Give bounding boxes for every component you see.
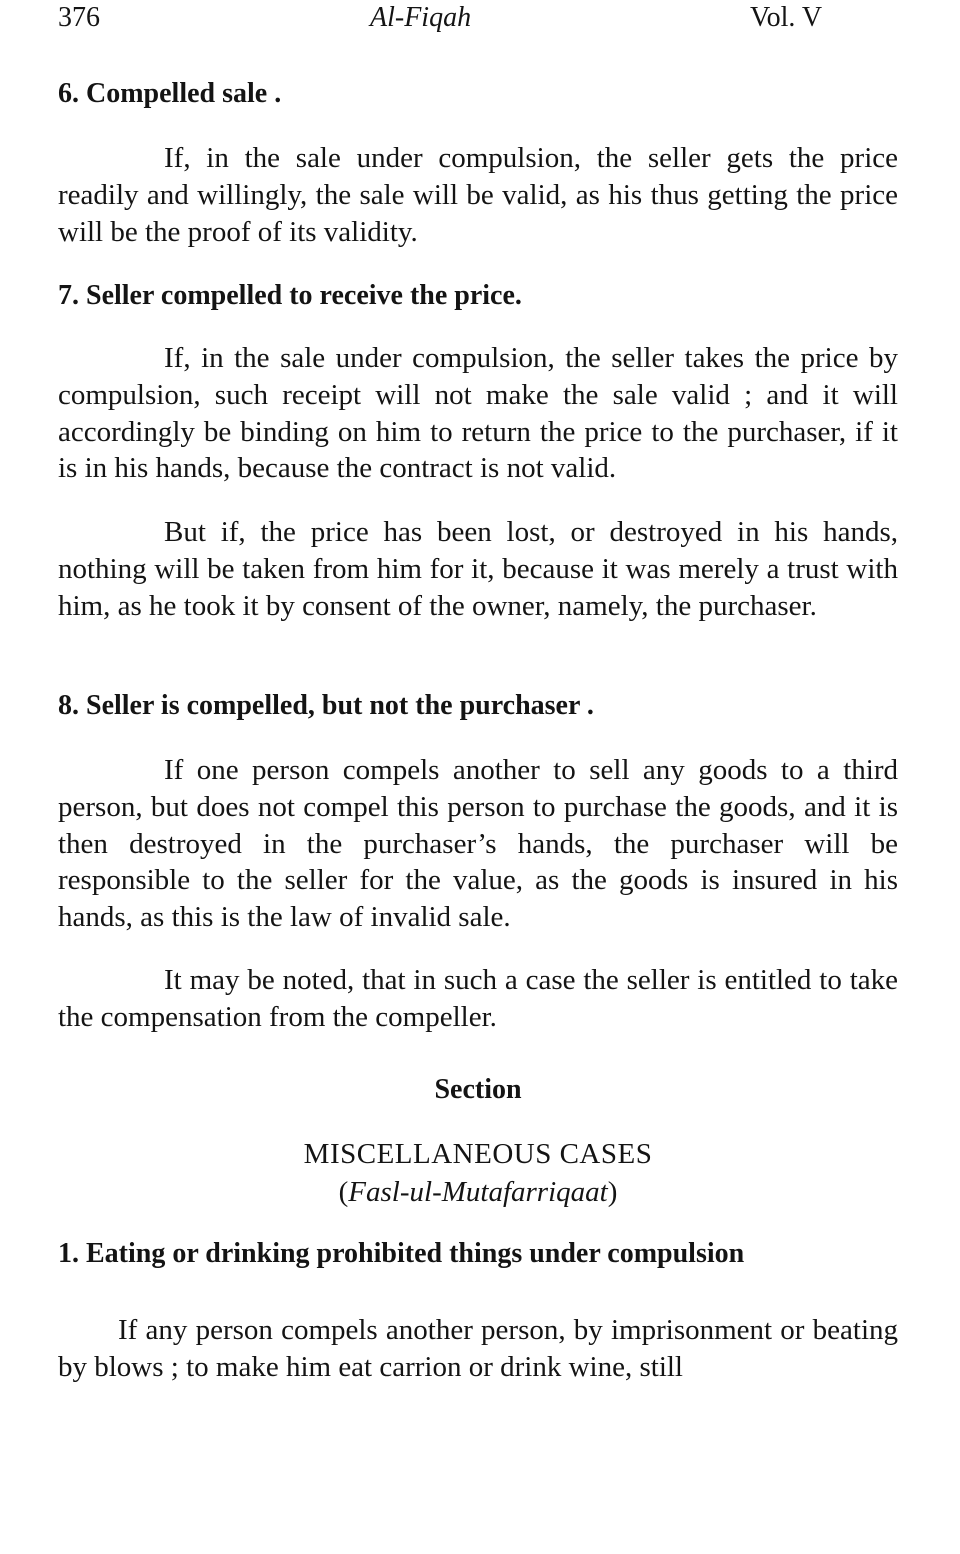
subtitle-open-paren: ( (338, 1176, 349, 1208)
paragraph-receipt-by-compulsion: If, in the sale under compulsion, the seller takes the price by compulsion, such receipt will not make the sale valid ; and it will accordingly be binding on him to return the price to the purchaser, if it is in his hands, because the contract is not valid. (58, 342, 898, 485)
section-label: Section (434, 1074, 522, 1105)
heading-compelled-sale: 6. Compelled sale . (58, 78, 282, 109)
paragraph-compensation: It may be noted, that in such a case the seller is entitled to take the compensation from the compeller. (58, 964, 898, 1033)
section-subtitle (58, 1176, 898, 1209)
heading-seller-not-purchaser: 8. Seller is compelled, but not the purchaser . (58, 690, 594, 721)
paragraph-compels-eat-carrion: If any person compels another person, by imprisonment or beating by blows ; to make him eat carrion or drink wine, still (58, 1314, 898, 1383)
subtitle-transliteration: Fasl-ul-Mutafarriqaat (348, 1176, 608, 1208)
book-page (58, 0, 898, 1383)
heading-eating-drinking-prohibited: 1. Eating or drinking prohibited things under compulsion (58, 1238, 745, 1269)
running-head (58, 0, 898, 40)
paragraph-compelled-sale: If, in the sale under compulsion, the seller gets the price readily and willingly, the sale will be valid, as his thus getting the price will be the proof of its validity. (58, 142, 898, 248)
subtitle-close-paren: ) (607, 1176, 618, 1208)
section-title: MISCELLANEOUS CASES (303, 1138, 653, 1170)
book-title: Al-Fiqah (370, 2, 472, 33)
page-number: 376 (58, 2, 100, 33)
heading-seller-compelled-receive-price: 7. Seller compelled to receive the price. (58, 280, 522, 311)
volume-label: Vol. V (750, 2, 823, 33)
paragraph-price-lost: But if, the price has been lost, or destroyed in his hands, nothing will be taken from him for it, because it was merely a trust with him, as he took it by consent of the owner, namely, the purchaser. (58, 516, 898, 622)
paragraph-third-person-purchase: If one person compels another to sell any goods to a third person, but does not compel this person to purchase the goods, and it is then destroyed in the purchaser’s hands, the purchaser will be responsible to the seller for the value, as the goods is insured in his hands, as this is the law of invalid sale. (58, 754, 898, 934)
